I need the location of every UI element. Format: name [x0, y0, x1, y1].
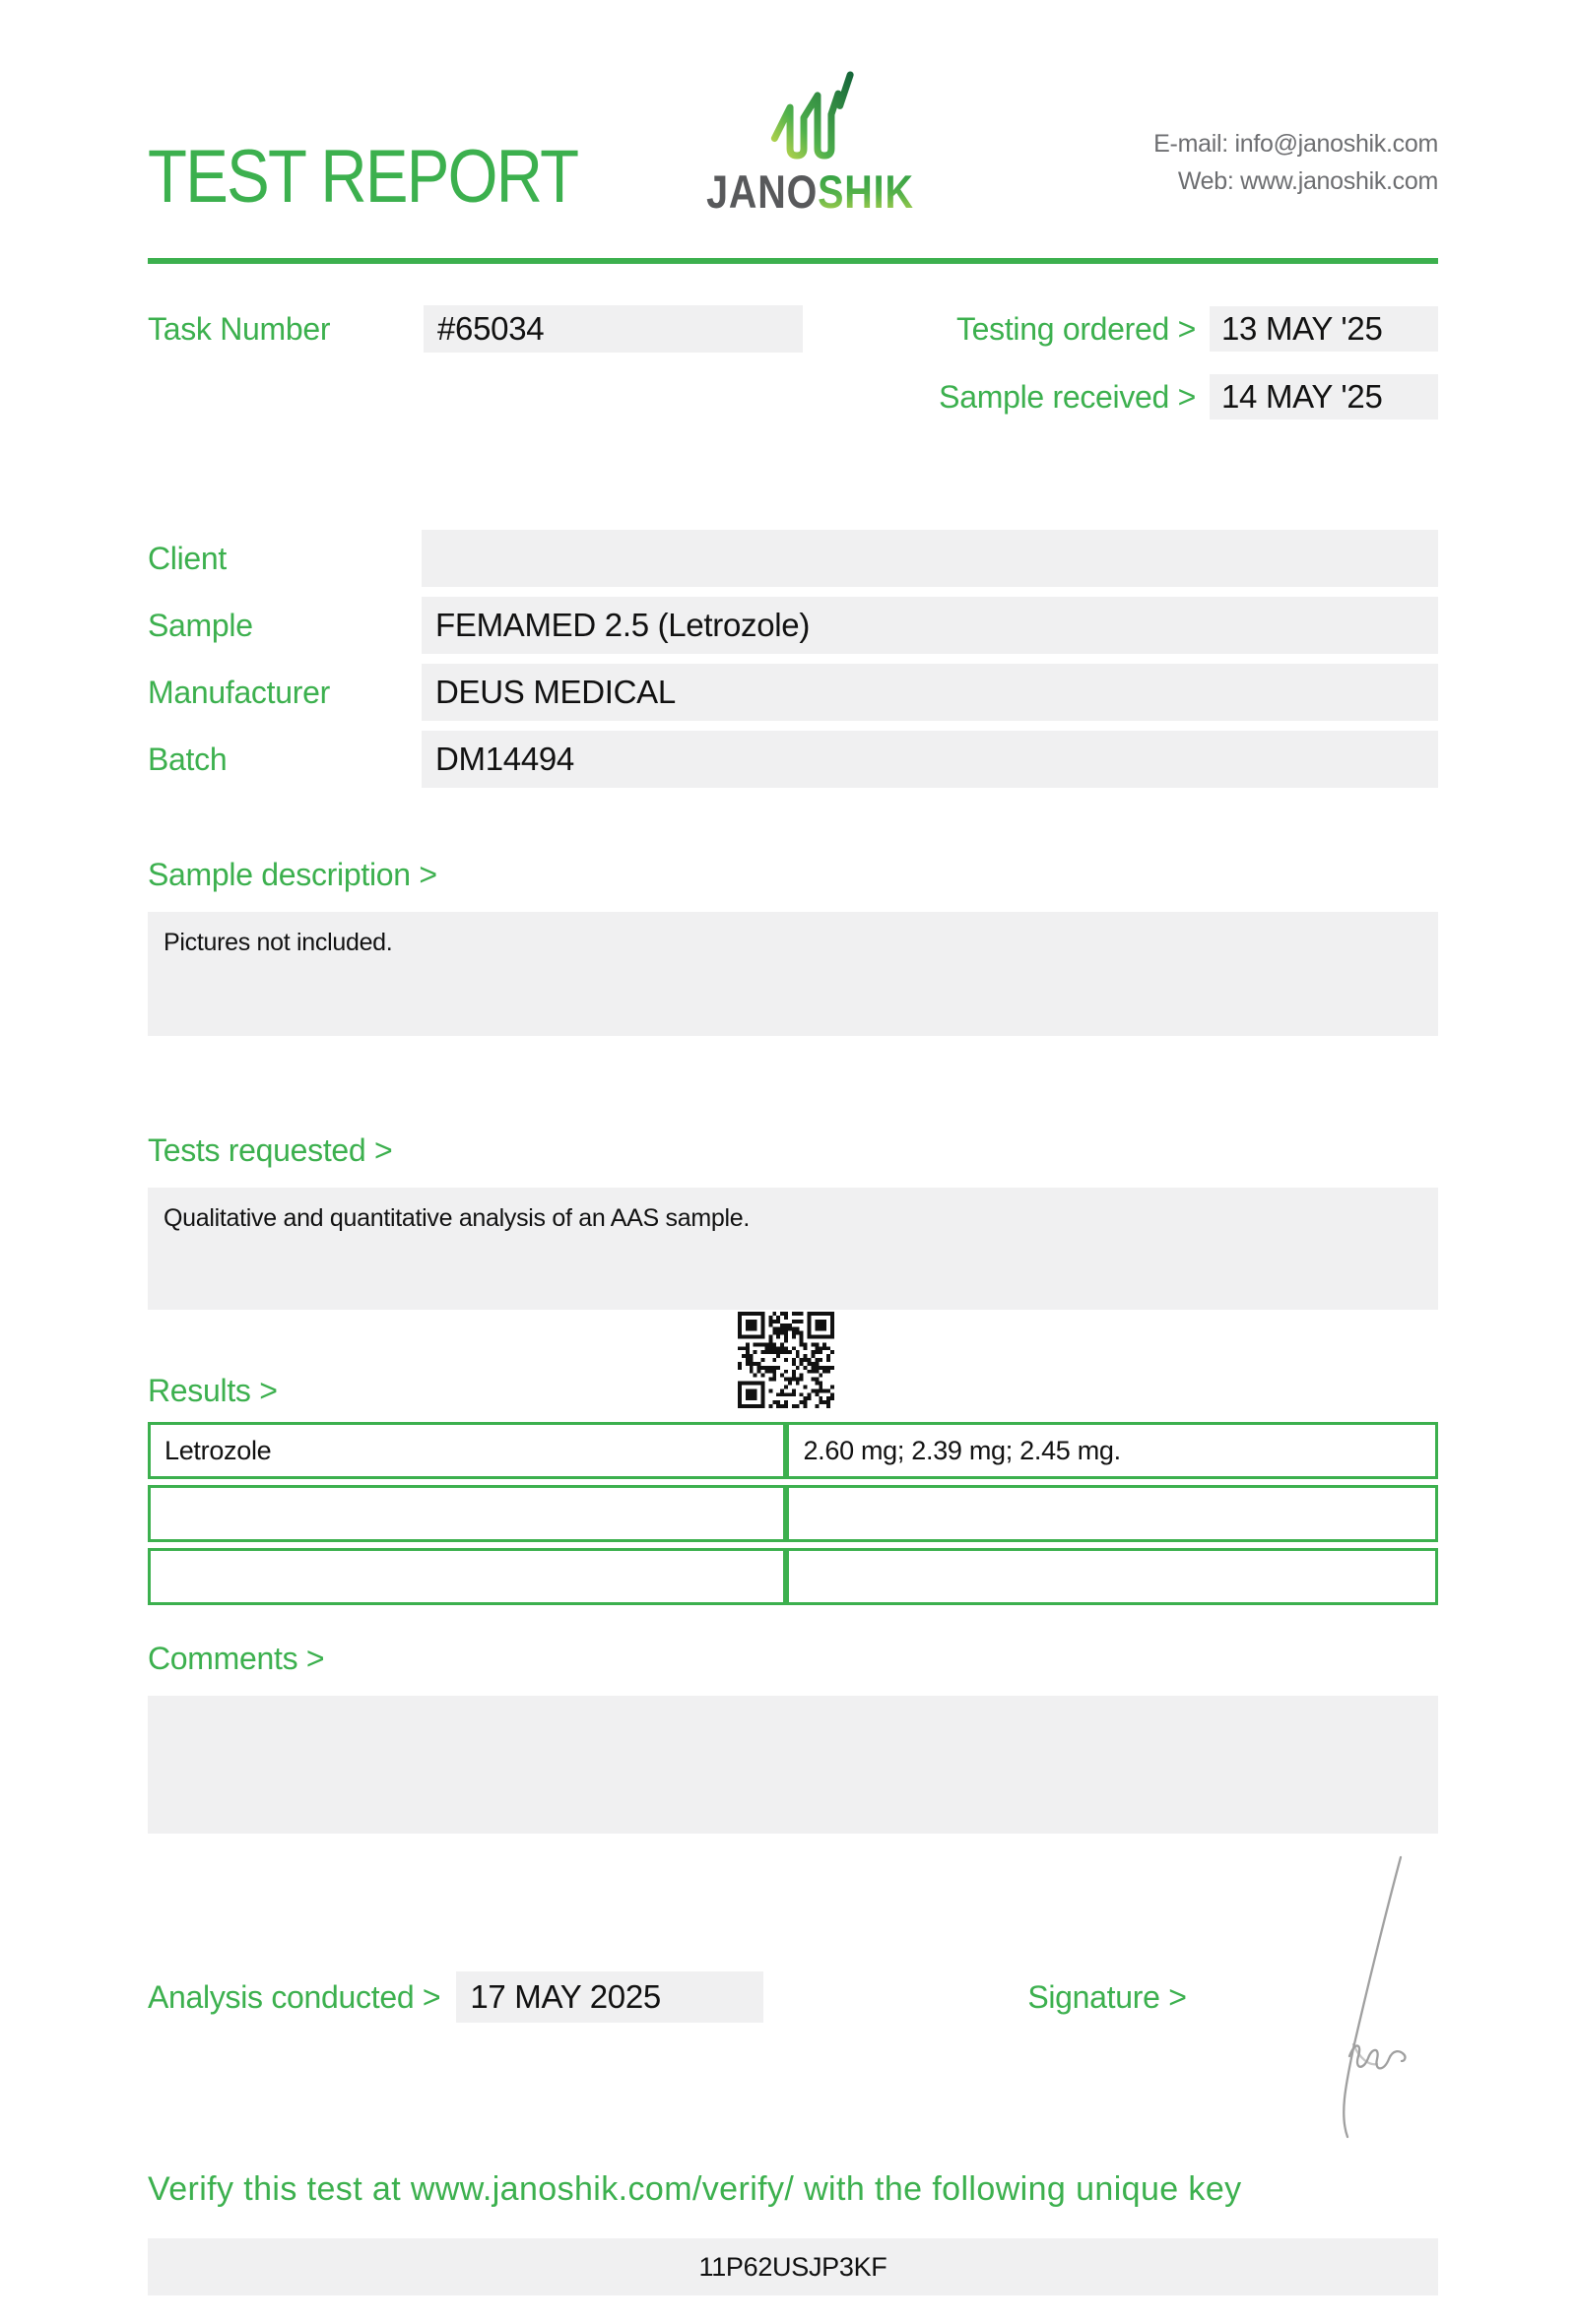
manufacturer-value: DEUS MEDICAL — [422, 664, 1438, 721]
client-label: Client — [148, 540, 228, 576]
sample-info-section — [148, 530, 1438, 788]
info-row-manufacturer — [148, 664, 1438, 721]
signature-label: Signature > — [1027, 1978, 1187, 2015]
sample-value: FEMAMED 2.5 (Letrozole) — [422, 597, 1438, 654]
sample-description-box: Pictures not included. — [148, 912, 1438, 1036]
results-row — [148, 1548, 1438, 1605]
info-row-sample — [148, 597, 1438, 654]
janoshik-logo — [647, 68, 973, 218]
batch-value: DM14494 — [422, 731, 1438, 788]
growth-chart-icon — [765, 68, 856, 162]
comments-box — [148, 1696, 1438, 1834]
analysis-conducted-label: Analysis conducted > — [148, 1978, 441, 2015]
task-number-value: #65034 — [424, 305, 803, 353]
result-analyte — [148, 1485, 786, 1542]
qr-code — [738, 1312, 834, 1408]
comments-heading: Comments > — [148, 1641, 325, 1676]
result-value: 2.60 mg; 2.39 mg; 2.45 mg. — [786, 1422, 1438, 1479]
client-value — [422, 530, 1438, 587]
contact-web: Web: www.janoshik.com — [1177, 167, 1438, 196]
testing-ordered-label: Testing ordered > — [955, 310, 1196, 347]
results-row — [148, 1422, 1438, 1479]
info-row-client — [148, 530, 1438, 587]
sample-description-heading: Sample description > — [148, 857, 437, 892]
result-analyte — [148, 1548, 786, 1605]
sample-received-value: 14 MAY '25 — [1210, 374, 1438, 420]
signature-image — [1290, 1851, 1433, 2142]
page-title: TEST REPORT — [148, 135, 578, 219]
header-divider — [148, 258, 1438, 264]
task-section — [148, 305, 1438, 420]
contact-info — [1153, 125, 1438, 216]
results-header-band — [148, 1312, 1438, 1416]
result-analyte: Letrozole — [148, 1422, 786, 1479]
manufacturer-label: Manufacturer — [148, 674, 330, 710]
results-table — [148, 1416, 1438, 1611]
result-value — [786, 1548, 1438, 1605]
verify-instruction: Verify this test at www.janoshik.com/verify/ with the following unique key — [148, 2170, 1242, 2208]
verify-key: 11P62USJP3KF — [148, 2238, 1438, 2295]
contact-email: E-mail: info@janoshik.com — [1153, 129, 1438, 158]
result-value — [786, 1485, 1438, 1542]
analysis-date-value: 17 MAY 2025 — [456, 1971, 763, 2023]
sample-received-label: Sample received > — [939, 378, 1196, 415]
batch-label: Batch — [148, 741, 228, 777]
task-number-label: Task Number — [148, 310, 331, 347]
header — [148, 0, 1438, 264]
logo-wordmark: JANOSHIK — [706, 165, 915, 218]
results-heading: Results > — [148, 1373, 278, 1408]
sample-label: Sample — [148, 607, 253, 643]
testing-ordered-value: 13 MAY '25 — [1210, 306, 1438, 352]
results-row — [148, 1485, 1438, 1542]
tests-requested-box: Qualitative and quantitative analysis of an AAS sample. — [148, 1188, 1438, 1310]
analysis-row — [148, 1971, 1438, 2023]
info-row-batch — [148, 731, 1438, 788]
tests-requested-heading: Tests requested > — [148, 1132, 393, 1168]
